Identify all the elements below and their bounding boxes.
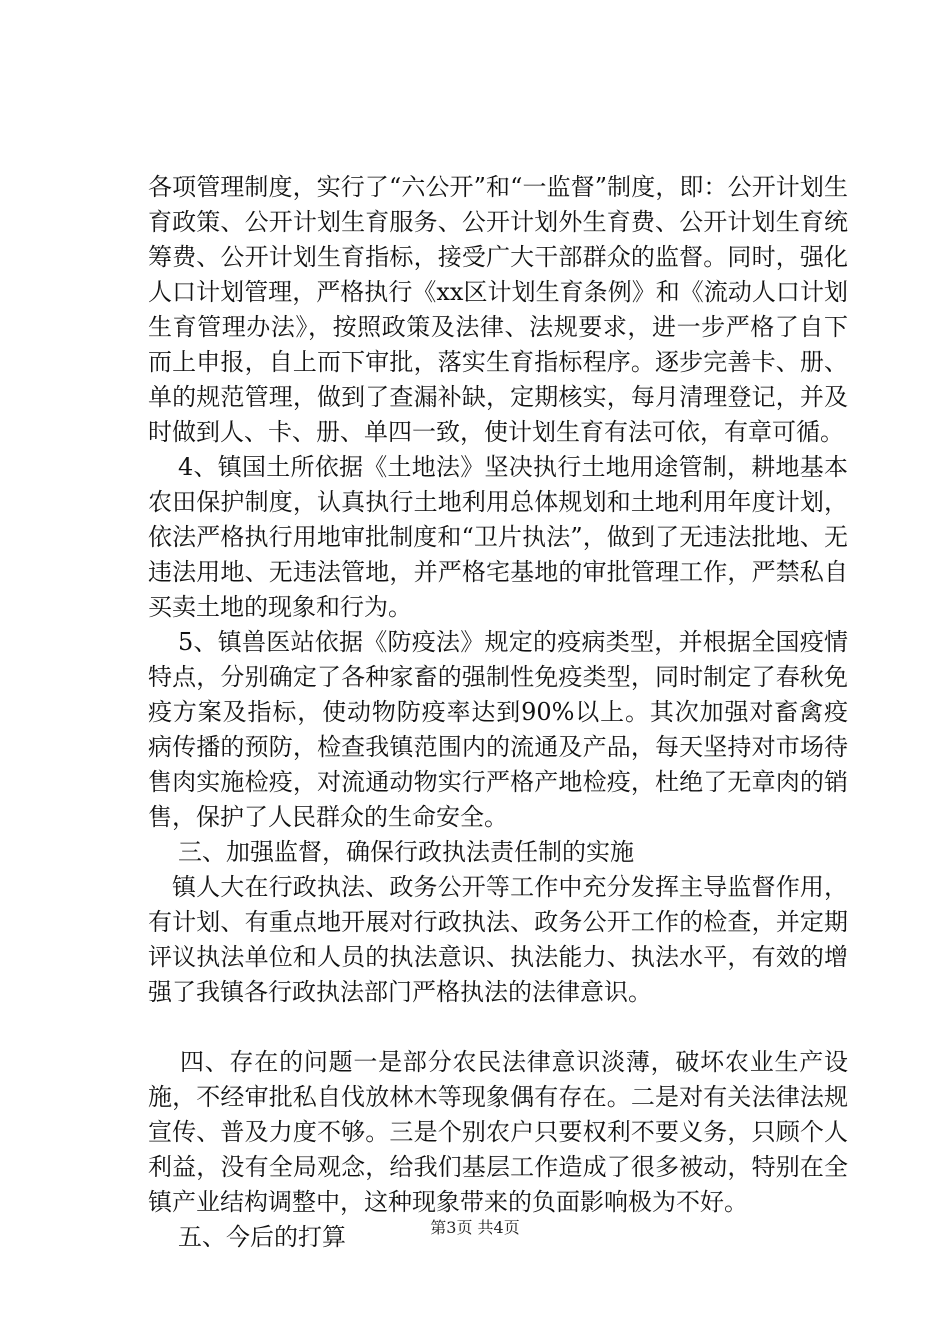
page-number-footer: 第3页 共4页 <box>430 1218 520 1237</box>
paragraph-gap <box>148 1010 848 1045</box>
paragraph-management-systems: 各项管理制度，实行了“六公开”和“一监督”制度，即：公开计划生育政策、公开计划生育服务、公开计划外生育费、公开计划生育统筹费、公开计划生育指标，接受广大干部群众的监督。同时，强化人口计划管理，严格执行《xx区计划生育条例》和《流动人口计划生育管理办法》，按照政策及法律、法规要求，进一步严格了自下而上申报，自上而下审批，落实生育指标程序。逐步完善卡、册、单的规范管理，做到了查漏补缺，定期核实，每月清理登记，并及时做到人、卡、册、单四一致，使计划生育有法可依，有章可循。 <box>148 173 848 446</box>
section-heading-supervision: 三、加强监督，确保行政执法责任制的实施 <box>178 838 634 866</box>
paragraph-land-bureau: 4、镇国土所依据《土地法》坚决执行土地用途管制，耕地基本农田保护制度，认真执行土地利用总体规划和土地利用年度计划，依法严格执行用地审批制度和“卫片执法”，做到了无违法批地、无违法用地、无违法管地，并严格宅基地的审批管理工作，严禁私自买卖土地的现象和行为。 <box>148 453 848 621</box>
paragraph-veterinary-station: 5、镇兽医站依据《防疫法》规定的疫病类型，并根据全国疫情特点，分别确定了各种家畜的强制性免疫类型，同时制定了春秋免疫方案及指标，使动物防疫率达到90%以上。其次加强对畜禽疫病传播的预防，检查我镇范围内的流通及产品，每天坚持对市场待售肉实施检疫，对流通动物实行严格产地检疫，杜绝了无章肉的销售，保护了人民群众的生命安全。 <box>148 628 848 831</box>
section-heading-future-plans: 五、今后的打算 <box>178 1223 346 1251</box>
paragraph-npc-supervision: 镇人大在行政执法、政务公开等工作中充分发挥主导监督作用，有计划、有重点地开展对行政执法、政务公开工作的检查，并定期评议执法单位和人员的执法意识、执法能力、执法水平，有效的增强了我镇各行政执法部门严格执法的法律意识。 <box>148 873 848 1006</box>
paragraph-existing-problems: 四、存在的问题一是部分农民法律意识淡薄，破坏农业生产设施，不经审批私自伐放林木等现象偶有存在。二是对有关法律法规宣传、普及力度不够。三是个别农户只要权利不要义务，只顾个人利益，没有全局观念，给我们基层工作造成了很多被动，特别在全镇产业结构调整中，这种现象带来的负面影响极为不好。 <box>148 1048 848 1216</box>
document-body <box>148 170 848 1255</box>
